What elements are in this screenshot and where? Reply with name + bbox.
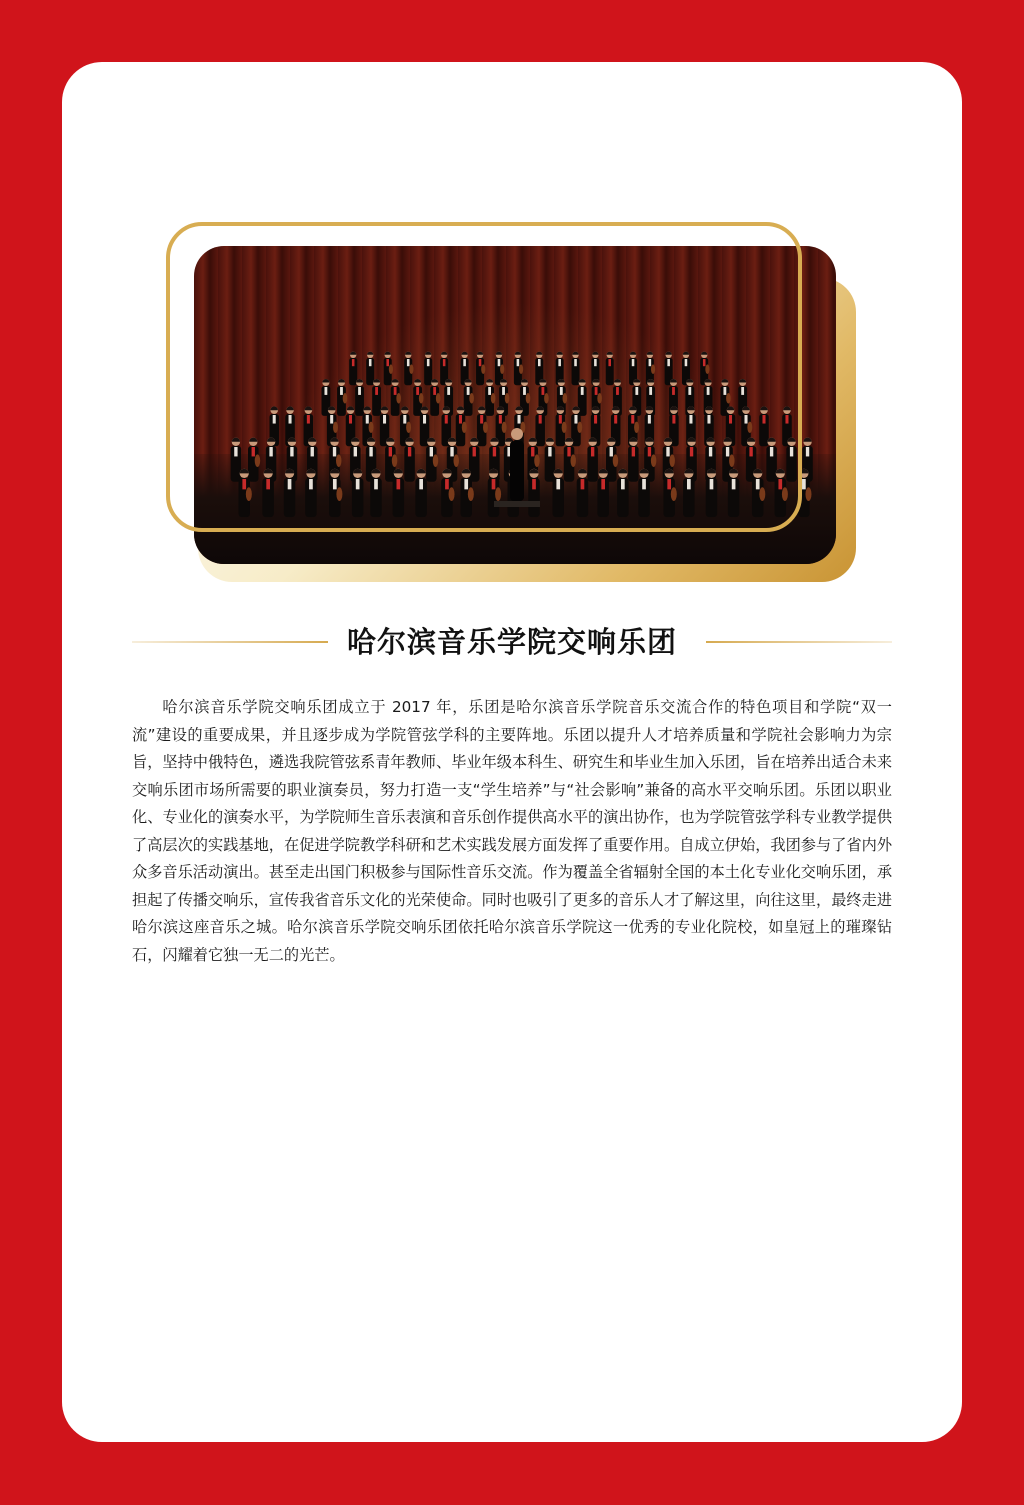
heading-rule-right xyxy=(706,641,892,643)
page-title: 哈尔滨音乐学院交响乐团 xyxy=(346,625,677,659)
body-paragraph: 哈尔滨音乐学院交响乐团成立于 2017 年，乐团是哈尔滨音乐学院音乐交流合作的特色项目和学院“双一流”建设的重要成果，并且逐步成为学院管弦学科的主要阵地。乐团以提升人才培养质量和学院社会影响力为宗旨，坚持中俄特色，遴选我院管弦系青年教师、毕业年级本科生、研究生和毕业生加入乐团，旨在培养出适合未来交响乐团市场所需要的职业演奏员，努力打造一支“学生培养”与“社会影响”兼备的高水平交响乐团。乐团以职业化、专业化的演奏水平，为学院师生音乐表演和音乐创作提供高水平的演出协作，也为学院管弦学科专业教学提供了高层次的实践基地，在促进学院教学科研和艺术实践发展方面发挥了重要作用。自成立伊始，我团参与了省内外众多音乐活动演出。甚至走出国门积极参与国际性音乐交流。作为覆盖全省辐射全国的本土化专业化交响乐团，承担起了传播交响乐，宣传我省音乐文化的光荣使命。同时也吸引了更多的音乐人才了解这里，向往这里，最终走进哈尔滨这座音乐之城。哈尔滨音乐学院交响乐团依托哈尔滨音乐学院这一优秀的专业化院校，如皇冠上的璀璨钻石，闪耀着它独一无二的光芒。 xyxy=(132,698,892,964)
photo-frame xyxy=(166,222,858,584)
gold-frame-front xyxy=(166,222,802,532)
section-heading xyxy=(132,620,892,664)
